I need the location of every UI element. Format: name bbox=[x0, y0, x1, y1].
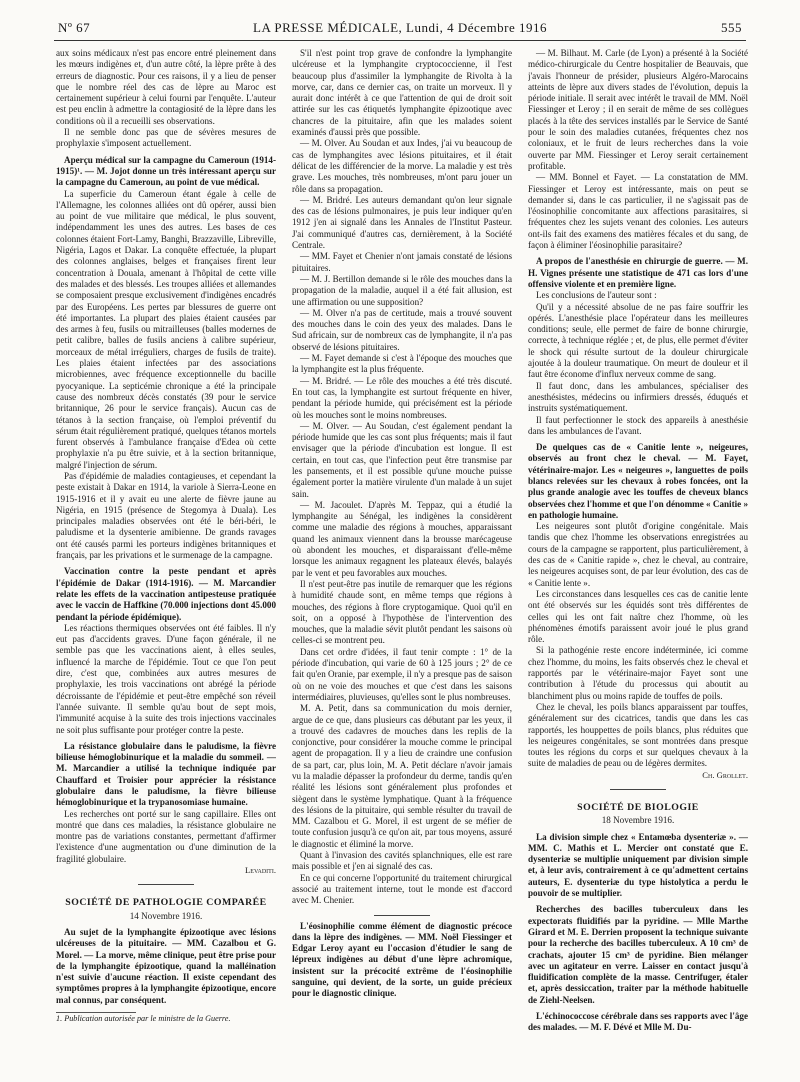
paragraph: Il faut donc, dans les ambulances, spécialiser des anesthésistes, médecins ou infirmiers dressés, éduqués et instruits systématiquement. bbox=[528, 380, 748, 414]
issue-number: Nº 67 bbox=[58, 20, 91, 35]
column-1 bbox=[56, 48, 276, 1078]
paragraph: Il faut perfectionner le stock des appareils à anesthésie dans les ambulances de l'avant. bbox=[528, 414, 748, 436]
paragraph: — M. Bilhaut. M. Carle (de Lyon) a présenté à la Société médico-chirurgicale du Centre hospitalier de Beauvais, que j'avais l'honneur de présider, plusieurs Algéro-Marocains atteints de lèpre aux divers stades de l'évolution, depuis la période initiale. Il serait avec intérêt le travail de MM. Noël Fiessinger et Leroy ; il en serait de même de ses collègues placés à la tête des services installés par le Service de Santé pour le soin des maladies cutanées, fréquentes chez nos coloniaux, et le fruit de leurs recherches dans la voie ouverte par MM. Fiessinger et Leroy serait certainement profitable. bbox=[528, 48, 748, 171]
paragraph: Pas d'épidémie de maladies contagieuses, et cependant la peste existait à Dakar en 1914, la variole à Sierra-Leone en 1915-1916 et il y avait eu une alerte de fièvre jaune au Nigéria, en 1915 (présence de Stegomya à Duala). Les principales maladies observées ont été le béri-béri, le paludisme et la dysenterie amibienne. De grands ravages ont été causés parmi les porteurs indigènes britanniques et français, par les privations et le surmenage de la campagne. bbox=[56, 470, 276, 561]
paragraph: — M. Fayet demande si c'est à l'époque des mouches que la lymphangite est la plus fréquente. bbox=[292, 353, 512, 375]
paragraph: M. A. Petit, dans sa communication du mois dernier, argue de ce que, dans plusieurs cas débutant par les yeux, il a trouvé des cadavres de mouches dans les replis de la conjonctive, pour considérer la mouche comme le principal agent de propagation. Il y a lieu de craindre une confusion de sa part, car, plus loin, M. A. Petit déclare n'avoir jamais vu la maladie dépasser la profondeur du derme, tandis qu'en réalité les lésions sont généralement plus profondes et siègent dans le système lymphatique. Quant à la fréquence des lésions de la pituitaire, qui semble résulter du travail de MM. Cazalbou et G. Morel, il est urgent de se méfier de toute confusion jusqu'à ce qu'on ait, par tous moyens, assuré le diagnostic et éliminé la morve. bbox=[292, 703, 512, 849]
article-heading: A propos de l'anesthésie en chirurgie de guerre. — M. H. Vignes présente une statistique de 471 cas lors d'une offensive violente et en première ligne. bbox=[528, 256, 748, 289]
article-heading: Aperçu médical sur la campagne du Cameroun (1914-1915)¹. — M. Jojot donne un très intéressant aperçu sur la campagne du Cameroun, au point de vue médical. bbox=[56, 154, 276, 188]
paragraph: Les neigeures sont plutôt d'origine congénitale. Mais tandis que chez l'homme les observations enregistrées au cours de la campagne se rapportent, plus particulièrement, à des cas de « Canitie rapide », chez le cheval, au contraire, les neigeures acquises sont, de par leur évolution, des cas de « Canitie lente ». bbox=[528, 521, 748, 588]
paragraph: aux soins médicaux n'est pas encore entré pleinement dans les mœurs indigènes et, d'un autre côté, la lèpre prête à des erreurs de diagnostic. Pour ces raisons, il y a lieu de penser que le nombre réel des cas de lèpre au Maroc est certainement supérieur à celui fourni par l'enquête. L'auteur est peu enclin à admettre la contagiosité de la lèpre dans les conditions où il a recueilli ses observations. bbox=[56, 48, 276, 126]
article-heading: Au sujet de la lymphangite épizootique avec lésions ulcéreuses de la pituitaire. — MM. Cazalbou et G. Morel. — La morve, même clinique, peut être prise pour de la lymphangite épizootique, quand la malléination n'est suivie d'aucune réaction. Il existe cependant des symptômes propres à la lymphangite épizootique, encore mal connus, par conséquent. bbox=[56, 926, 276, 1005]
section-date: 18 Novembre 1916. bbox=[601, 815, 675, 826]
column-3 bbox=[528, 48, 748, 1078]
section-title: SOCIÉTÉ DE BIOLOGIE bbox=[577, 802, 699, 813]
paragraph: Chez le cheval, les poils blancs apparaissent par touffes, généralement sur des cicatrices, tandis que dans les cas rapportés, les houppettes de poils blancs, plus réduites que les neigeures congénitales, se sont montrées dans presque toutes les régions du corps et sur quelques chevaux à la suite de maladies de peau ou de légères dermites. bbox=[528, 701, 748, 769]
paragraph: — M. Olver. — Au Soudan, c'est également pendant la période humide que les cas sont plus fréquents; mais il faut envisager que la période d'incubation est longue. Il est certain, en tout cas, que l'infection peut être transmise par les pansements, et il est possible qu'une mouche puisse également porter la matière virulente d'un malade à un sujet sain. bbox=[292, 420, 512, 499]
footnote: 1. Publication autorisée par le ministre de la Guerre. bbox=[56, 1014, 231, 1024]
journal-title: LA PRESSE MÉDICALE, Lundi, 4 Décembre 1916 bbox=[253, 20, 547, 35]
paragraph: Les réactions thermiques observées ont été faibles. Il n'y eut pas d'accidents graves. D'une façon générale, il ne semble pas que les vaccinations aient, à elles seules, influencé la marche de l'épidémie. Tout ce que l'on peut dire, c'est que, combinées aux autres mesures de prophylaxie, les trois vaccinations ont abrégé la période décroissante de l'épidémie et peut-être empêché son réveil l'année suivante. Il semble qu'au bout de sept mois, l'immunité acquise à la suite des trois injections vaccinales ne soit plus suffisante pour protéger contre la peste. bbox=[56, 622, 276, 735]
article-heading: De quelques cas de « Canitie lente », neigeures, observés au front chez le cheval. — M. Fayet, vétérinaire-major. Les « neigeures », languettes de poils blancs relevées sur les chevaux à robes foncées, ont la plus grande analogie avec les touffes de cheveux blancs observées chez l'homme et que l'on dénomme « Canitie » en pathologie humaine. bbox=[528, 442, 748, 520]
paragraph: — M. Bridré. — Le rôle des mouches a été très discuté. En tout cas, la lymphangite est surtout fréquente en hiver, pendant la période humide, qui précisément est la période où les mouches sont le moins nombreuses. bbox=[292, 375, 512, 420]
section-title: SOCIÉTÉ DE PATHOLOGIE COMPARÉE bbox=[65, 897, 267, 909]
section-divider bbox=[610, 789, 666, 790]
paragraph: — M. Bridré. Les auteurs demandant qu'on leur signale des cas de lésions pulmonaires, je puis leur indiquer qu'en 1912 j'en ai signalé dans les Annales de l'Institut Pasteur. J'ai communiqué d'autres cas, dernièrement, à la Société Centrale. bbox=[292, 194, 512, 251]
article-heading: La division simple chez « Entamœba dysenteriæ ». — MM. C. Mathis et L. Mercier ont constaté que E. dysenteriæ se multiplie uniquement par division simple et, à leur avis, contrairement à ce qu'admettent certains auteurs, E. dysenteriæ du type histolytica a perdu le pouvoir de se multiplier. bbox=[528, 831, 748, 899]
section-date: 14 Novembre 1916. bbox=[129, 910, 203, 921]
article-heading: L'échinococcose cérébrale dans ses rapports avec l'âge des malades. — M. F. Dévé et Mlle M. Du- bbox=[528, 1011, 748, 1033]
paragraph: La superficie du Cameroun étant égale à celle de l'Allemagne, les colonnes alliées ont dû opérer, aussi bien au point de vue militaire que médical, le plus souvent, indépendamment les unes des autres. Les bases de ces colonnes étaient Fort-Lamy, Banghi, Brazzaville, Libreville, Nigéria, Lagos et Dakar. La conquête effectuée, la plupart des colonnes anglaises, belges et françaises firent leur concentration à Douala, amenant à l'hôpital de cette ville des malades et des blessés. Les troupes alliées et allemandes se composaient presque exclusivement d'indigènes encadrés par des Européens. Les pertes par blessures de guerre ont été importantes. La plupart des plaies étaient causées par des armes à feu, fusils ou mitrailleuses (balles modernes de petit calibre, balles de fusils anciens à calibre supérieur, morceaux de métal irréguliers, charges de fusils de traite). Les plaies étaient infectées par des associations microbiennes, avec fréquence exceptionnelle du bacille pyocyanique. La septicémie chronique a été la principale cause des nombreux décès constatés (39 pour le service britannique, 26 pour le service français). Aucun cas de tétanos à la section française, où l'emploi préventif du sérum était régulièrement pratiqué, quelques tétanos mortels furent observés à l'ambulance française d'Edea où cette prophylaxie n'a pu être suivie, et à la section britannique, malgré l'injection de sérum. bbox=[56, 188, 276, 470]
paragraph: — M. Jacoulet. D'après M. Teppaz, qui a étudié la lymphangite au Sénégal, les indigènes la considèrent comme une maladie des régions à mouches, apparaissant quand les animaux viennent dans la brousse marécageuse où abondent les mouches, et disparaissant d'elle-même lorsque les animaux regagnent les plateaux élevés, balayés par le vent et peu favorables aux mouches. bbox=[292, 499, 512, 578]
section-divider bbox=[138, 884, 194, 885]
signature: Ch. Grollet. bbox=[702, 769, 748, 780]
paragraph: — M. J. Bertillon demande si le rôle des mouches dans la propagation de la maladie, auquel il a été fait allusion, est une affirmation ou une supposition? bbox=[292, 273, 512, 307]
paragraph: — M. Olver n'a pas de certitude, mais a trouvé souvent des mouches dans le coin des yeux des malades. Dans le Sud africain, sur de nombreux cas de lymphangite, il n'a pas observé de lésions pituitaires. bbox=[292, 307, 512, 352]
paragraph: Les circonstances dans lesquelles ces cas de canitie lente ont été observés sur les équidés sont très différentes de celles qui les ont fait naître chez l'homme, où les phénomènes émotifs paraissent avoir joué le plus grand rôle. bbox=[528, 588, 748, 645]
header-rule bbox=[54, 40, 746, 41]
paragraph: Il n'est peut-être pas inutile de remarquer que les régions à humidité chaude sont, en même temps que régions à mouches, des régions à flore cryptogamique. Quoi qu'il en soit, on a opposé à l'hypothèse de l'intervention des mouches, que la maladie sévit plutôt pendant les saisons où celles-ci se montrent peu. bbox=[292, 578, 512, 646]
page-number: 555 bbox=[721, 20, 742, 35]
paragraph: — MM. Bonnel et Fayet. — La constatation de MM. Fiessinger et Leroy est intéressante, mais on peut se demander si, dans le cas particulier, il ne s'agissait pas de l'éosinophilie concomitante aux affections parasitaires, si fréquentes chez les sujets venant des colonies. Les auteurs ont-ils fait des examens des matières fécales et du sang, de façon à éliminer l'éosinophilie parasitaire? bbox=[528, 172, 748, 251]
signature: Levaditi. bbox=[245, 865, 276, 876]
article-heading: La résistance globulaire dans le paludisme, la fièvre bilieuse hémoglobinurique et la maladie du sommeil. — M. Marcandier a utilisé la technique indiquée par Chauffard et Troisier pour apprécier la résistance globulaire dans le paludisme, la fièvre bilieuse hémoglobinurique et la trypanosomiase humaine. bbox=[56, 740, 276, 808]
article-heading: L'éosinophilie comme élément de diagnostic précoce dans la lèpre des indigènes. — MM. Noël Fiessinger et Edgar Leroy ayant eu l'occasion d'étudier le sang de lépreux indigènes au début d'une lèpre achromique, insistent sur la précocité extrême de l'éosinophilie sanguine, qui devient, de la sorte, un guide précieux pour le diagnostic clinique. bbox=[292, 920, 512, 999]
article-heading: Recherches des bacilles tuberculeux dans les expectorats fluidifiés par la pyridine. — Mlle Marthe Girard et M. E. Derrien proposent la technique suivante pour la recherche des bacilles tuberculeux. A 10 cm³ de crachats, ajouter 15 cm³ de pyridine. Bien mélanger avec un agitateur en verre. Laisser en contact jusqu'à fluidification complète de la masse. Centrifuger, étaler et, après dessiccation, traiter par la méthode habituelle de Ziehl-Neelsen. bbox=[528, 904, 748, 1005]
paragraph: Les conclusions de l'auteur sont : bbox=[536, 290, 657, 301]
paragraph: S'il n'est point trop grave de confondre la lymphangite ulcéreuse et la lymphangite cryptococcienne, il l'est beaucoup plus d'assimiler la lymphangite de Rivolta à la morve, car, dans ce dernier cas, on traite un morveux. Il y aurait donc intérêt à ce que l'attention de qui de droit soit attirée sur les cas étiquetés lymphangite épizootique avec chancres de la pituitaire, afin que les malades soient examinés d'aussi près que possible. bbox=[292, 48, 512, 138]
paragraph: Dans cet ordre d'idées, il faut tenir compte : 1° de la période d'incubation, qui varie de 60 à 125 jours ; 2° de ce fait qu'en Oranie, par exemple, il n'y a presque pas de saison où on ne voie des mouches et que c'est dans les saisons intermédiaires, pluvieuses, qu'elles sont le plus nombreuses. bbox=[292, 646, 512, 702]
paragraph: — M. Olver. Au Soudan et aux Indes, j'ai vu beaucoup de cas de lymphangites avec lésions pituitaires, et il était délicat de les différencier de la morve. La maladie y est très grave. Les mouches, très nombreuses, m'ont paru jouer un rôle dans sa propagation. bbox=[292, 138, 512, 194]
paragraph: Les recherches ont porté sur le sang capillaire. Elles ont montré que dans ces maladies, la résistance globulaire ne montre pas de variations constantes, permettant d'affirmer l'existence d'une augmentation ou d'une diminution de la fragilité globulaire. bbox=[56, 808, 276, 864]
paragraph: — MM. Fayet et Chenier n'ont jamais constaté de lésions pituitaires. bbox=[292, 251, 512, 273]
paragraph: Qu'il y a nécessité absolue de ne pas faire souffrir les opérés. L'anesthésie place l'opérateur dans les meilleures conditions; seule, elle permet de faire de bonne chirurgie, correcte, à technique réglée ; et, de plus, elle permet d'éviter le shock qui résulte surtout de la douleur chirurgicale ajoutée à la douleur traumatique. On meurt de douleur et il faut être économe d'influx nerveux comme de sang. bbox=[528, 301, 748, 380]
paragraph: Il ne semble donc pas que de sévères mesures de prophylaxie s'imposent actuellement. bbox=[56, 127, 276, 149]
paragraph: En ce qui concerne l'opportunité du traitement chirurgical associé au traitement interne, tout le monde est d'accord avec M. Chenier. bbox=[292, 872, 512, 906]
running-header bbox=[58, 20, 742, 38]
section-divider bbox=[374, 915, 430, 916]
paragraph: Si la pathogénie reste encore indéterminée, ici comme chez l'homme, du moins, les faits observés chez le cheval et rapportés par le vétérinaire-major Fayet sont une contribution à l'étude du processus qui aboutit au blanchiment plus ou moins rapide de touffes de poils. bbox=[528, 645, 748, 701]
column-2 bbox=[292, 48, 512, 1078]
paragraph: Quant à l'invasion des cavités splanchniques, elle est rare mais possible et j'en ai signalé des cas. bbox=[292, 850, 512, 872]
article-heading: Vaccination contre la peste pendant et après l'épidémie de Dakar (1914-1916). — M. Marcandier relate les effets de la vaccination antipesteuse pratiquée avec le vaccin de Haffkine (70.000 injections dont 45.000 pendant la période épidémique). bbox=[56, 566, 276, 622]
